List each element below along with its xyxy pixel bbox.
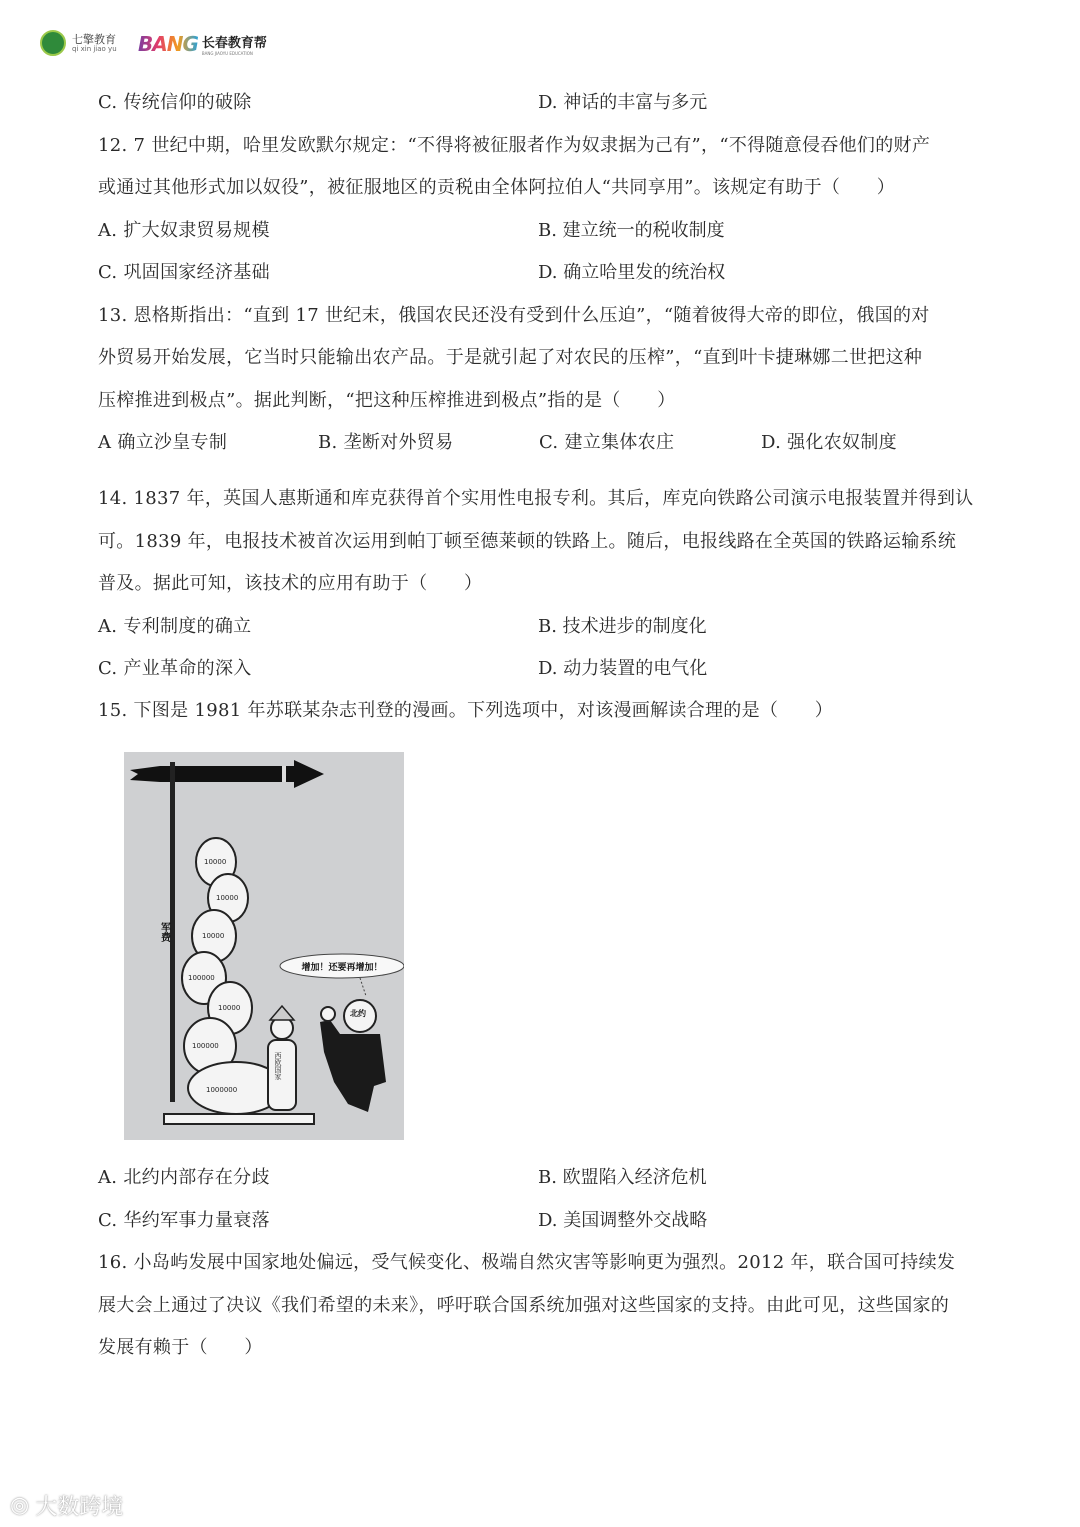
q13-option-a: A 确立沙皇专制 bbox=[98, 432, 228, 453]
rocket-body bbox=[160, 760, 324, 788]
bag-amount: 10000 bbox=[202, 932, 225, 940]
q12-option-b: B. 建立统一的税收制度 bbox=[538, 220, 725, 241]
q13-stem-line: 13. 恩格斯指出：“直到 17 世纪末，俄国农民还没有受到什么压迫”，“随着彼得大帝的即位，俄国的对 bbox=[98, 305, 930, 326]
qixin-logo-icon bbox=[40, 30, 66, 56]
qixin-logo-text: 七擎教育 bbox=[72, 32, 116, 46]
bag-amount: 1000000 bbox=[206, 1086, 238, 1094]
q14-option-c: C. 产业革命的深入 bbox=[98, 658, 252, 679]
q13-stem-line: 压榨推进到极点”。据此判断，“把这种压榨推进到极点”指的是（ ） bbox=[98, 390, 676, 411]
q15-option-a: A. 北约内部存在分歧 bbox=[98, 1167, 270, 1188]
cartoon-drawing bbox=[124, 752, 404, 1140]
watermark-text: 大数跨境 bbox=[35, 1495, 124, 1520]
cartoon-base bbox=[164, 1114, 314, 1124]
bag-amount: 100000 bbox=[192, 1042, 219, 1050]
q16-stem-line: 展大会上通过了决议《我们希望的未来》，呼吁联合国系统加强对这些国家的支持。由此可见，这些国家的 bbox=[98, 1295, 950, 1316]
q14-option-a: A. 专利制度的确立 bbox=[98, 616, 252, 637]
figure-label: 西欧国家 bbox=[274, 1052, 282, 1080]
nato-figure bbox=[320, 1000, 386, 1112]
qixin-logo bbox=[40, 30, 117, 56]
q16-stem-line: 发展有赖于（ ） bbox=[98, 1337, 263, 1358]
q16-stem-line: 16. 小岛屿发展中国家地处偏远，受气候变化、极端自然灾害等影响更为强烈。2012 年，联合国可持续发 bbox=[98, 1252, 956, 1273]
q13-option-d: D. 强化农奴制度 bbox=[761, 432, 897, 453]
q14-stem-line: 普及。据此可知，该技术的应用有助于（ ） bbox=[98, 573, 483, 594]
q13-stem-line: 外贸易开始发展，它当时只能输出农产品。于是就引起了对农民的压榨”，“直到叶卡捷琳娜二世把这种 bbox=[98, 347, 923, 368]
q15-option-d: D. 美国调整外交战略 bbox=[538, 1210, 708, 1231]
q12-option-c: C. 巩固国家经济基础 bbox=[98, 262, 270, 283]
q12-option-d: D. 确立哈里发的统治权 bbox=[538, 262, 726, 283]
q14-option-b: B. 技术进步的制度化 bbox=[538, 616, 707, 637]
q12-stem-line: 或通过其他形式加以奴役”，被征服地区的贡税由全体阿拉伯人“共同享用”。该规定有助于（ ） bbox=[98, 177, 896, 198]
q15-stem-line: 15. 下图是 1981 年苏联某杂志刊登的漫画。下列选项中，对该漫画解读合理的是（ ） bbox=[98, 700, 834, 721]
q14-stem-line: 可。1839 年，电报技术被首次运用到帕丁顿至德莱顿的铁路上。随后，电报线路在全英国的铁路运输系统 bbox=[98, 531, 957, 552]
q13-option-c: C. 建立集体农庄 bbox=[539, 432, 675, 453]
bang-logo-mark: BANG bbox=[138, 32, 198, 56]
q14-option-d: D. 动力装置的电气化 bbox=[538, 658, 708, 679]
pole bbox=[170, 762, 175, 1102]
speech-text: 增加！还要再增加！ bbox=[301, 963, 383, 973]
bang-logo-text: 长春教育帮 bbox=[201, 36, 267, 51]
watermark bbox=[10, 1490, 123, 1521]
bag-amount: 10000 bbox=[216, 894, 239, 902]
q11-option-c: C. 传统信仰的破除 bbox=[98, 92, 252, 113]
bag-amount: 100000 bbox=[188, 974, 215, 982]
pole-label: 军费 bbox=[158, 922, 170, 942]
q15-option-c: C. 华约军事力量衰落 bbox=[98, 1210, 270, 1231]
q15-option-b: B. 欧盟陷入经济危机 bbox=[538, 1167, 707, 1188]
q14-stem-line: 14. 1837 年，英国人惠斯通和库克获得首个实用性电报专利。其后，库克向铁路公司演示电报装置并得到认 bbox=[98, 488, 974, 509]
soviet-cartoon-image bbox=[124, 752, 404, 1140]
q13-option-b: B. 垄断对外贸易 bbox=[318, 432, 454, 453]
bang-logo-sub: BANG JIAOYU EDUCATION bbox=[201, 51, 253, 56]
bag-amount: 10000 bbox=[204, 858, 227, 866]
watermark-logo-icon: ◎ bbox=[10, 1493, 30, 1518]
q12-stem-line: 12. 7 世纪中期，哈里发欧默尔规定：“不得将被征服者作为奴隶据为己有”，“不得随意侵吞他们的财产 bbox=[98, 135, 931, 156]
q11-option-d: D. 神话的丰富与多元 bbox=[538, 92, 708, 113]
helmet-label: 北约 bbox=[350, 1008, 366, 1018]
bag-amount: 10000 bbox=[218, 1004, 241, 1012]
bang-logo bbox=[138, 32, 267, 56]
q12-option-a: A. 扩大奴隶贸易规模 bbox=[98, 220, 270, 241]
rocket-tail bbox=[130, 766, 164, 782]
rocket-stripe bbox=[282, 766, 286, 782]
west-europe-figure bbox=[268, 1006, 296, 1110]
qixin-logo-pinyin: qi xin jiao yu bbox=[72, 44, 117, 53]
